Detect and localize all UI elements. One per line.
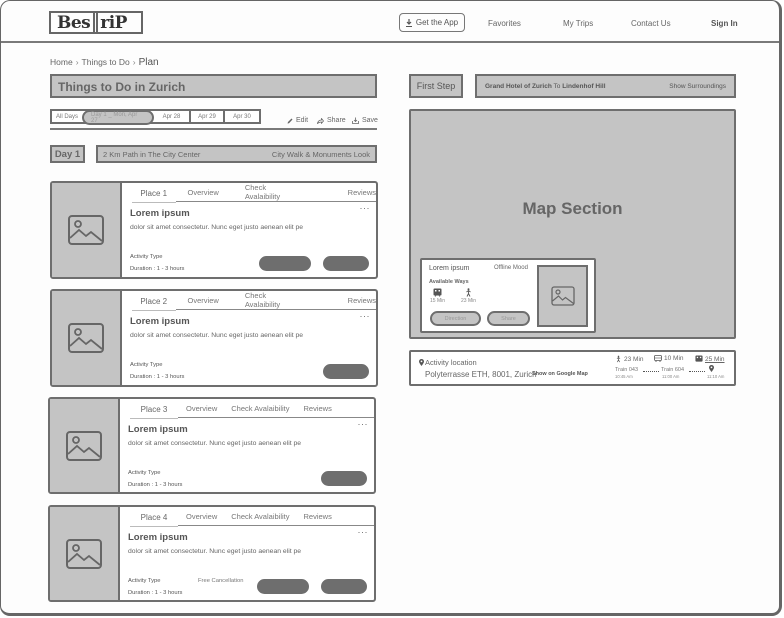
more-options-icon[interactable]: ··· <box>357 527 368 537</box>
place-description: dolor sit amet consectetur. Nunc eget justo aenean elit pe <box>128 440 302 447</box>
place-image <box>50 507 120 600</box>
place-image <box>52 291 122 385</box>
train-time: 25 Min <box>695 355 725 363</box>
edit-button[interactable] <box>287 117 308 124</box>
walk-icon <box>464 288 473 297</box>
tab-reviews[interactable]: Reviews <box>303 403 332 413</box>
train-1-name: Train 043 <box>615 367 639 373</box>
place-description: dolor sit amet consectetur. Nunc eget justo aenean elit pe <box>130 224 304 231</box>
action-button[interactable] <box>259 256 311 271</box>
tab-check-availability[interactable]: Check Avalaibility <box>244 291 281 309</box>
duration: Duration : 1 - 3 hours <box>130 374 185 380</box>
save-icon <box>352 117 359 124</box>
image-placeholder-icon <box>551 286 575 306</box>
image-placeholder-icon <box>68 215 104 245</box>
train-icon <box>433 288 442 297</box>
place-description: dolor sit amet consectetur. Nunc eget justo aenean elit pe <box>130 332 304 339</box>
map-info-card[interactable] <box>420 258 596 333</box>
place-tabs <box>132 183 376 202</box>
way-train-time: 15 Min <box>430 298 446 304</box>
breadcrumb-home[interactable]: Home <box>50 57 73 67</box>
header <box>1 1 779 43</box>
place-tabs <box>130 399 374 418</box>
route-text <box>485 83 606 90</box>
logo-text-left: Bes <box>57 13 91 33</box>
place-card[interactable] <box>50 181 378 279</box>
day-path-text: 2 Km Path in The City Center <box>103 149 201 159</box>
divider <box>50 128 377 130</box>
map-card-title: Lorem ipsum <box>429 265 470 272</box>
tab-check-availability[interactable]: Check Avalaibility <box>231 511 290 521</box>
pencil-icon <box>287 118 293 124</box>
tab-place[interactable]: Place 3 <box>130 400 178 419</box>
action-button[interactable] <box>323 256 369 271</box>
place-title: Lorem ipsum <box>128 424 188 435</box>
action-button[interactable] <box>257 579 309 594</box>
save-button[interactable] <box>352 117 378 124</box>
tab-overview[interactable]: Overview <box>186 511 218 521</box>
place-card[interactable] <box>48 505 376 602</box>
bus-time: 10 Min <box>654 355 684 362</box>
tab-overview[interactable]: Overview <box>187 187 219 197</box>
way-train <box>430 288 445 304</box>
show-surroundings-link[interactable]: Show Surroundings <box>669 82 726 90</box>
place-image <box>52 183 122 277</box>
tab-reviews[interactable]: Reviews <box>303 511 332 521</box>
way-walk-time: 23 Min <box>461 298 477 304</box>
bus-icon <box>654 355 662 362</box>
arrival-time: 11:10 Am <box>707 374 725 379</box>
tab-overview[interactable]: Overview <box>186 403 218 413</box>
share-button[interactable] <box>317 117 346 124</box>
download-icon <box>406 19 412 27</box>
place-tabs <box>130 507 374 526</box>
place-description: dolor sit amet consectetur. Nunc eget justo aenean elit pe <box>128 548 302 555</box>
direction-label: Direction <box>444 315 467 322</box>
tab-check-availability[interactable]: Check Avalaibility <box>244 183 281 201</box>
tab-reviews[interactable]: Reviews <box>347 187 376 197</box>
tab-apr-28[interactable]: Apr 28 <box>154 111 191 122</box>
breadcrumb-separator: › <box>132 57 136 67</box>
breadcrumb <box>50 57 159 68</box>
activity-location-label: Activity location <box>419 358 477 367</box>
map-share-button[interactable] <box>487 311 530 326</box>
map-section[interactable] <box>409 109 736 339</box>
map-share-label: Share <box>501 315 516 322</box>
tab-check-availability[interactable]: Check Avalaibility <box>231 403 290 413</box>
action-button[interactable] <box>321 471 367 486</box>
activity-type: Activity Type <box>130 362 163 368</box>
available-ways-label: Available Ways <box>429 279 469 285</box>
tab-apr-30[interactable]: Apr 30 <box>225 111 259 122</box>
more-options-icon[interactable]: ··· <box>359 203 370 213</box>
tab-reviews[interactable]: Reviews <box>347 295 376 305</box>
direction-button[interactable] <box>430 311 481 326</box>
activity-type: Activity Type <box>128 470 161 476</box>
activity-location-bar <box>409 350 736 386</box>
place-image <box>50 399 120 492</box>
map-title: Map Section <box>522 199 623 218</box>
place-card[interactable] <box>48 397 376 494</box>
tab-place[interactable]: Place 4 <box>130 508 178 527</box>
action-button[interactable] <box>323 364 369 379</box>
walk-time: 23 Min <box>615 355 644 363</box>
day-path-bar <box>96 145 377 163</box>
destination-pin-icon <box>709 365 714 372</box>
train-icon <box>695 355 703 363</box>
get-app-label: Get the App <box>415 18 459 27</box>
more-options-icon[interactable]: ··· <box>357 419 368 429</box>
route-bar <box>475 74 736 98</box>
walk-icon <box>615 355 622 363</box>
duration: Duration : 1 - 3 hours <box>130 266 185 272</box>
place-title: Lorem ipsum <box>130 208 190 219</box>
place-title: Lorem ipsum <box>128 532 188 543</box>
route-to-word: To <box>553 82 561 90</box>
share-label: Share <box>327 117 346 124</box>
nav-my-trips[interactable]: My Trips <box>563 19 594 28</box>
breadcrumb-things-to-do[interactable]: Things to Do <box>81 57 130 67</box>
way-walk <box>461 288 476 304</box>
logo-divider <box>93 13 98 32</box>
image-placeholder-icon <box>68 323 104 353</box>
get-app-button[interactable] <box>399 13 465 32</box>
place-card[interactable] <box>50 289 378 387</box>
share-icon <box>317 118 324 124</box>
duration: Duration : 1 - 3 hours <box>128 482 183 488</box>
free-cancellation: Free Cancellation <box>198 578 244 584</box>
more-options-icon[interactable]: ··· <box>359 311 370 321</box>
tab-apr-29[interactable]: Apr 29 <box>191 111 225 122</box>
edit-label: Edit <box>296 117 309 124</box>
nav-favorites[interactable]: Favorites <box>488 19 521 28</box>
route-to: Lindenhof Hill <box>562 82 606 90</box>
route-from: Grand Hotel of Zurich <box>485 82 552 90</box>
tab-all-days[interactable]: All Days <box>52 111 82 122</box>
nav-contact-us[interactable]: Contact Us <box>631 19 671 28</box>
route-dots <box>689 371 705 372</box>
tab-place[interactable]: Place 2 <box>132 292 176 311</box>
place-tabs <box>132 291 376 310</box>
breadcrumb-separator: › <box>75 57 79 67</box>
day-tabs <box>50 109 261 124</box>
train-2-name: Train 604 <box>661 367 685 373</box>
train-2-time: 11:00 Am <box>662 374 680 379</box>
image-placeholder-icon <box>66 431 102 461</box>
image-placeholder-icon <box>66 539 102 569</box>
offline-mood-label: Offline Mood <box>494 265 528 271</box>
activity-type: Activity Type <box>128 578 161 584</box>
tab-place[interactable]: Place 1 <box>132 184 176 203</box>
logo[interactable] <box>49 11 143 34</box>
step-label: First Step <box>409 74 463 98</box>
day-theme-text: City Walk & Monuments Look <box>271 149 370 159</box>
logo-text-right: riP <box>100 13 127 33</box>
action-button[interactable] <box>321 579 367 594</box>
route-dots <box>643 371 659 372</box>
location-pin-icon <box>419 359 424 366</box>
day-label: Day 1 <box>50 145 85 163</box>
show-on-google-map-link[interactable]: Show on Google Map <box>532 371 588 377</box>
activity-address: Polyterrasse ETH, 8001, Zurich <box>425 370 537 379</box>
tab-day-1[interactable]: Day 1 _ Mon, Apr 27 <box>82 110 154 125</box>
map-card-image <box>537 265 588 327</box>
save-label: Save <box>362 117 378 124</box>
page-title: Things to Do in Zurich <box>50 74 377 98</box>
tab-overview[interactable]: Overview <box>187 295 219 305</box>
nav-sign-in[interactable]: Sign In <box>711 19 738 28</box>
place-title: Lorem ipsum <box>130 316 190 327</box>
activity-type: Activity Type <box>130 254 163 260</box>
train-1-time: 10:45 Am <box>615 374 633 379</box>
breadcrumb-current: Plan <box>138 57 159 68</box>
duration: Duration : 1 - 3 hours <box>128 590 183 596</box>
